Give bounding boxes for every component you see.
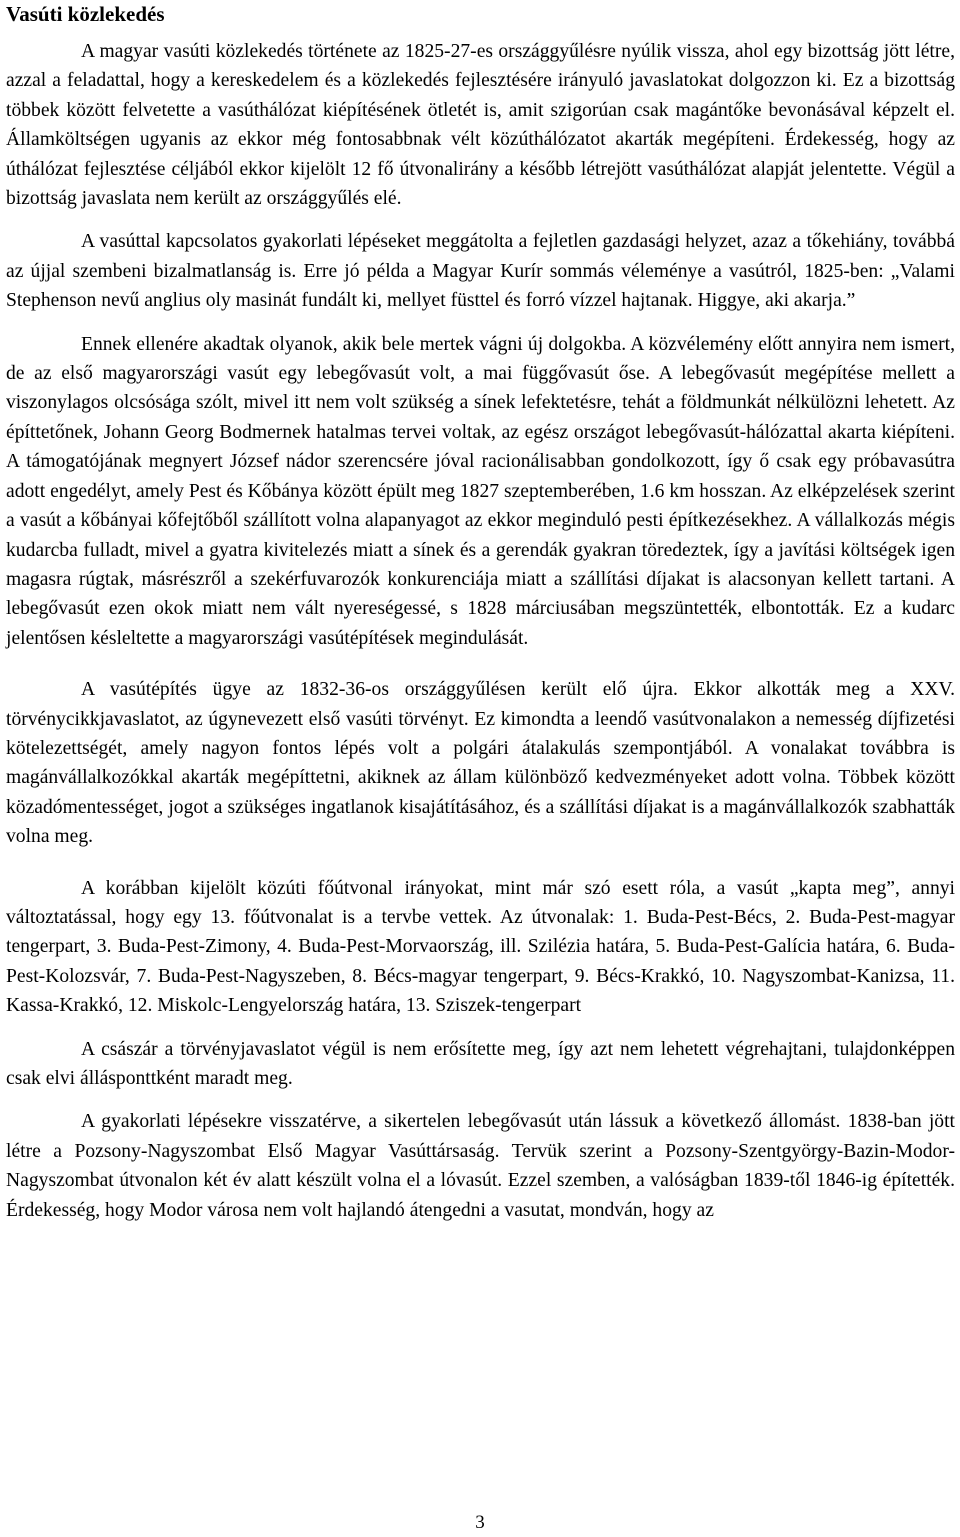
- paragraph-origins: A magyar vasúti közlekedés története az 1825-27-es országgyűlésre nyúlik vissza, ahol egy bizottság jött létre, azzal a feladattal, hogy a kereskedelem és a közlekedés fejlesztésére irányuló javaslatokat dolgozzon ki. Ez a bizottság többek között felvetette a vasúthálózat kiépítésének ötletét is, amit szigorúan csak magántőke bevonásával képzelt el. Államköltségen ugyanis az ekkor még fontosabbnak vélt közúthálózatot akarták megépíteni. Érdekesség, hogy az úthálózat fejlesztése céljából ekkor kijelölt 12 fő útvonalirány a később létrejött vasúthálózat alapját jelentette. Végül a bizottság javaslata nem került az országgyűlés elé.: [6, 41, 955, 210]
- paragraph-distrust: A vasúttal kapcsolatos gyakorlati lépéseket meggátolta a fejletlen gazdasági helyzet, azaz a tőkehiány, továbbá az újjal szembeni bizalmatlanság is. Erre jó példa a Magyar Kurír sommás véleménye a vasútról, 1825-ben: „Valami Stephenson nevű anglius oly masinát fundált ki, mellyet füsttel és forró vízzel hajtanak. Higgye, aki akarja.”: [6, 231, 955, 312]
- paragraph-main-routes: A korábban kijelölt közúti főútvonal irányokat, mint már szó esett róla, a vasút „kapta meg”, annyi változtatással, hogy egy 13. főútvonalat is a tervbe vettek. Az útvonalak: 1. Buda-Pest-Bécs, 2. Buda-Pest-magyar tengerpart, 3. Buda-Pest-Zimony, 4. Buda-Pest-Morvaország, ill. Szilézia határa, 5. Buda-Pest-Galícia határa, 6. Buda-Pest-Kolozsvár, 7. Buda-Pest-Nagyszeben, 8. Bécs-magyar tengerpart, 9. Bécs-Krakkó, 10. Nagyszombat-Kanizsa, 11. Kassa-Krakkó, 12. Miskolc-Lengyelország határa, 13. Sziszek-tengerpart: [6, 877, 955, 1017]
- paragraph-railway-law: A vasútépítés ügye az 1832-36-os országgyűlésen került elő újra. Ekkor alkották meg a XXV. törvénycikkjavaslatot, az úgynevezett első vasúti törvényt. Ez kimondta a leendő vasútvonalakon a nemesség díjfizetési kötelezettségét, amely nagyon fontos lépés volt a polgári átalakulás szempontjából. A vonalakat továbbra is magánvállalkozókkal akarták megépíttetni, akiknek az állam különböző kedvezményeket adott volna. Többek között közadómentességet, jogot a szükséges ingatlanok kisajátításához, és a szállítási díjakat is a magánvállalkozók szabhatták volna meg.: [6, 679, 955, 848]
- paragraph-suspension-railway: Ennek ellenére akadtak olyanok, akik bele mertek vágni új dolgokba. A közvélemény előtt annyira nem ismert, de az első magyarországi vasút egy lebegővasút volt, a mai függővasút őse. A lebegővasút megépítése mellett a viszonylagos olcsósága szólt, mivel itt nem volt szükség a sínek lefektetésre, tehát a földmunkát nélkülözni lehetett. Az építtetőnek, Johann Georg Bodmernek hatalmas tervei voltak, az egész országot lebegővasút-hálózattal akarta kiépíteni. A támogatójának megnyert József nádor szerencsére jóval racionálisabban gondolkozott, így ő csak egy próbavasútra adott engedélyt, amely Pest és Kőbánya között épült meg 1827 szeptemberében, 1.6 km hosszan. Az elképzelések szerint a vasút a kőbányai kőfejtőből szállított volna alapanyagot az ekkor meginduló pesti építkezésekhez. A vállalkozás mégis kudarcba fulladt, mivel a gyatra kivitelezés miatt a sínek és a gerendák gyakran töredeztek, így a javítási költségek igen magasra rúgtak, másrészről a szekérfuvarozók konkurenciája miatt a szállítási díjakat is alacsonyan kellett tartani. A lebegővasút ezen okok miatt nem vált nyereségessé, s 1828 márciusában megszüntették, elbontották. Ez a kudarc jelentősen késleltette a magyarországi vasútépítések megindulását.: [6, 333, 955, 649]
- page-number: 3: [475, 1512, 485, 1533]
- paragraph-pozsony-nagyszombat: A gyakorlati lépésekre visszatérve, a sikertelen lebegővasút után lássuk a következő állomást. 1838-ban jött létre a Pozsony-Nagyszombat Első Magyar Vasúttársaság. Tervük szerint a Pozsony-Szentgyörgy-Bazin-Modor-Nagyszombat útvonalon két év alatt készült volna el a lóvasút. Ezzel szemben, a valóságban 1839-től 1846-ig építették. Érdekesség, hogy Modor városa nem volt hajlandó átengedni a vasutat, mondván, hogy az: [6, 1111, 955, 1221]
- document-page: [6, 0, 955, 1225]
- paragraph-emperor: A császár a törvényjavaslatot végül is nem erősítette meg, így azt nem lehetett végrehajtani, tulajdonképpen csak elvi állásponttként maradt meg.: [6, 1038, 955, 1089]
- document-heading: Vasúti közlekedés: [6, 2, 165, 26]
